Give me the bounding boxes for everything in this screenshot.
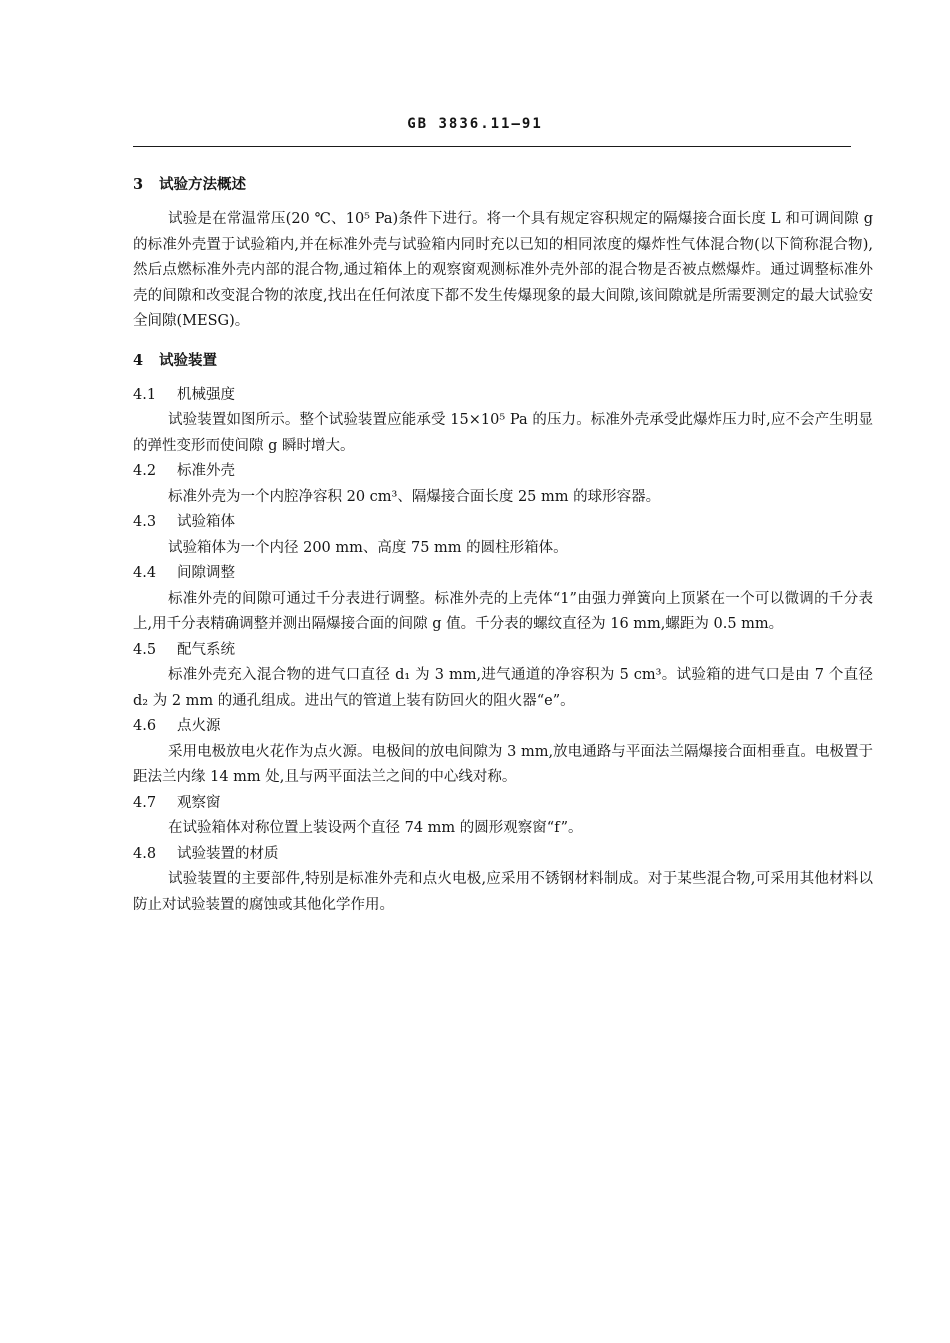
subsection-4-3-text: 试验箱体为一个内径 200 mm、高度 75 mm 的圆柱形箱体。 xyxy=(168,539,568,556)
subsection-title: 标准外壳 xyxy=(177,463,235,479)
document-body xyxy=(133,173,873,918)
subsection-4-1-heading xyxy=(133,383,873,409)
subsection-title: 间隙调整 xyxy=(177,565,235,581)
subsection-number: 4.5 xyxy=(133,641,157,658)
subsection-number: 4.3 xyxy=(133,514,157,530)
subsection-title: 观察窗 xyxy=(177,794,221,811)
section-number: 4 xyxy=(133,351,144,369)
subsection-4-8-text: 试验装置的主要部件,特别是标准外壳和点火电极,应采用不锈钢材料制成。对于某些混合物,可采用其他材料以防止对试验装置的腐蚀或其他化学作用。 xyxy=(133,871,873,913)
subsection-4-4-heading xyxy=(133,561,873,587)
subsection-number: 4.1 xyxy=(133,386,157,403)
subsection-number: 4.7 xyxy=(133,794,157,811)
subsection-4-6-heading xyxy=(133,714,873,740)
subsection-title: 机械强度 xyxy=(177,386,235,403)
subsection-4-7-heading xyxy=(133,791,873,817)
section-3-paragraph: 试验是在常温常压(20 ℃、10⁵ Pa)条件下进行。将一个具有规定容积规定的隔爆接合面长度 L 和可调间隙 g 的标准外壳置于试验箱内,并在标准外壳与试验箱内同时充以已知的相同浓度的爆炸性气体混合物(以下简称混合物),然后点燃标准外壳内部的混合物,通过箱体上的观察窗观测标准外壳外部的混合物是否被点燃爆炸。通过调整标准外壳的间隙和改变混合物的浓度,找出在任何浓度下都不发生传爆现象的最大间隙,该间隙就是所需要测定的最大试验安全间隙(MESG)。 xyxy=(133,211,873,329)
section-title: 试验装置 xyxy=(159,351,217,369)
section-number: 3 xyxy=(133,176,144,193)
header-rule xyxy=(133,146,851,147)
subsection-4-5-text: 标准外壳充入混合物的进气口直径 d₁ 为 3 mm,进气通道的净容积为 5 cm³。试验箱的进气口是由 7 个直径 d₂ 为 2 mm 的通孔组成。进出气的管道上装有防回火的阻火器“e”。 xyxy=(133,667,873,709)
section-4-heading xyxy=(133,349,873,373)
subsection-4-5-heading xyxy=(133,638,873,664)
section-3-heading xyxy=(133,173,873,197)
subsection-4-7-text: 在试验箱体对称位置上装设两个直径 74 mm 的圆形观察窗“f”。 xyxy=(168,820,583,836)
section-title: 试验方法概述 xyxy=(159,176,246,193)
subsection-title: 试验箱体 xyxy=(177,514,235,530)
subsection-title: 配气系统 xyxy=(177,641,235,658)
subsection-number: 4.8 xyxy=(133,845,157,862)
subsection-number: 4.2 xyxy=(133,463,157,479)
subsection-title: 试验装置的材质 xyxy=(177,845,279,862)
subsection-4-8-heading xyxy=(133,842,873,868)
subsection-title: 点火源 xyxy=(177,718,221,734)
subsection-4-2-heading xyxy=(133,459,873,485)
subsection-number: 4.4 xyxy=(133,565,157,581)
subsection-4-6-text: 采用电极放电火花作为点火源。电极间的放电间隙为 3 mm,放电通路与平面法兰隔爆接合面相垂直。电极置于距法兰内缘 14 mm 处,且与两平面法兰之间的中心线对称。 xyxy=(133,743,873,785)
document-number: GB 3836.11—91 xyxy=(407,116,543,132)
subsection-4-2-text: 标准外壳为一个内腔净容积 20 cm³、隔爆接合面长度 25 mm 的球形容器。 xyxy=(168,488,661,505)
subsection-4-3-heading xyxy=(133,510,873,536)
subsection-4-1-text: 试验装置如图所示。整个试验装置应能承受 15×10⁵ Pa 的压力。标准外壳承受此爆炸压力时,应不会产生明显的弹性变形而使间隙 g 瞬时增大。 xyxy=(133,412,873,454)
subsection-4-4-text: 标准外壳的间隙可通过千分表进行调整。标准外壳的上壳体“1”由强力弹簧向上顶紧在一个可以微调的千分表上,用千分表精确调整并测出隔爆接合面的间隙 g 值。千分表的螺纹直径为 16 mm,螺距为 0.5 mm。 xyxy=(133,590,873,632)
subsection-number: 4.6 xyxy=(133,718,157,734)
